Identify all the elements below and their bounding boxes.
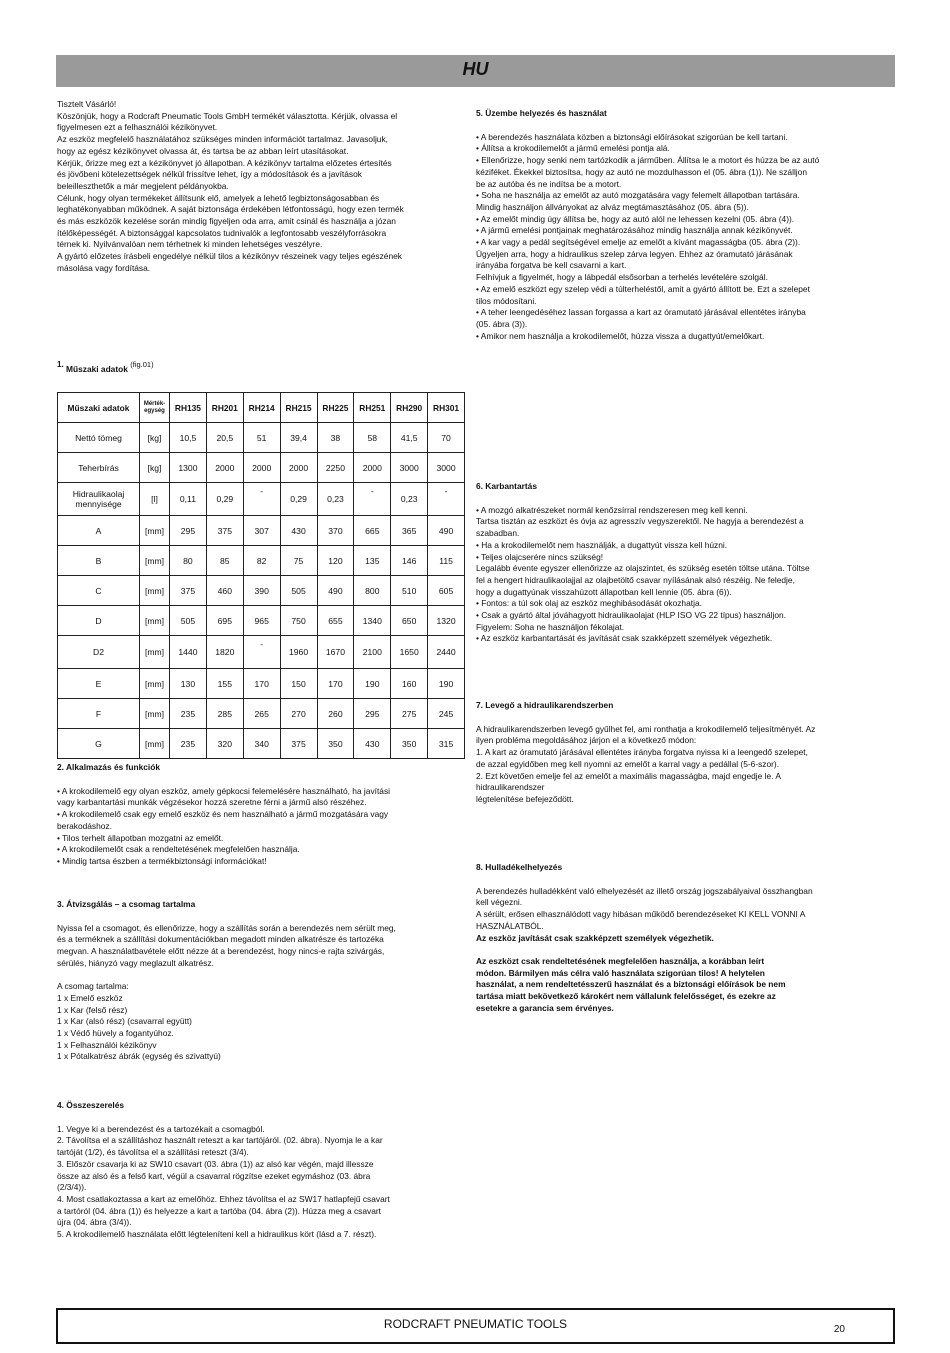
page-footer [56,1308,895,1344]
text-line: A csomag tartalma: [57,981,129,992]
section-7 [476,700,896,806]
table-cell: 375 [206,516,243,546]
table-row [58,576,465,606]
intro-line: ítélőképességét. A biztonsággal kapcsolatos tudnivalók a legfontosabb veszélyforrásokra [57,227,387,238]
language-code: HU [462,59,489,79]
text-line: és a terméknek a szállítási dokumentációkban megadott minden alkatrésze és tartozéka [57,934,384,945]
table-row [58,423,465,453]
table-cell: 1960 [280,636,317,669]
table-cell: 650 [391,606,428,636]
row-unit: [l] [140,483,170,516]
text-line: 5. A krokodilemelő használata előtt légteleníteni kell a hidraulikus kört (lásd a 7. részt). [57,1229,377,1240]
text-line: • Ha a krokodilemelőt nem használják, a dugattyút vissza kell húzni. [476,539,728,550]
text-line: Az eszközt csak rendeltetésének megfelelően használja, a korábban leírt [476,955,765,966]
section-8-title: 8. Hulladékelhelyezés [476,862,563,872]
footer-brand: RODCRAFT PNEUMATIC TOOLS [383,1317,568,1331]
text-line: Mindig használjon állványokat az alváz megtámasztásához (05. ábra (5)). [476,201,749,212]
table-cell: 75 [280,546,317,576]
text-line: Tartsa tisztán az eszközt és óvja az agresszív vegyszerektől. Ne hagyja a berendezést a [476,516,804,527]
table-cell: 655 [317,606,354,636]
text-line: • Állítsa a krokodilemelőt a jármű emelési pontja alá. [476,143,670,154]
text-line: A sérült, erősen elhasználódott vagy hibásan működő berendezéseket KI KELL VONNI A [476,909,806,920]
row-label: D [58,606,140,636]
table-cell: 605 [428,576,465,606]
text-line: • A krokodilemelő csak egy emelő eszköz és nem használható a jármű mozgatására vagy [57,809,389,820]
text-line: de azzal egyidőben meg kell nyomni az emelőt a karral vagy a pedállal (5-6-szor). [476,758,780,769]
intro-line: A gyártó előzetes írásbeli engedélye nélkül tilos a kézikönyv részeinek vagy teljes egészének [57,251,402,262]
table-cell: 20,5 [206,423,243,453]
table-cell: 2100 [354,636,391,669]
table-cell: 80 [170,546,207,576]
table-cell: 10,5 [170,423,207,453]
text-line [476,944,896,956]
table-cell: 0,11 [170,483,207,516]
table-cell: 2000 [243,453,280,483]
section-2-title: 2. Alkalmazás és funkciók [57,762,161,772]
text-line: • A krokodilemelőt csak a rendeltetésének megfelelően használja. [57,844,300,855]
text-line: kell végezni. [476,897,523,908]
table-cell: 375 [170,576,207,606]
table-cell: 155 [206,669,243,699]
row-unit: [mm] [140,669,170,699]
table-cell: 2000 [354,453,391,483]
table-cell: 0,23 [317,483,354,516]
table-cell: 490 [317,576,354,606]
text-line: • A krokodilemelő egy olyan eszköz, amely gépkocsi felemelésére használható, ha javítási [57,785,390,796]
table-cell: 3000 [428,453,465,483]
row-label: A [58,516,140,546]
text-line: sérülés, hiányzó vagy meglazult alkatrész. [57,957,214,968]
text-line: irányába forgatva be kell csavarni a kart. [476,260,627,271]
section-5-title: 5. Üzembe helyezés és használat [476,108,607,118]
table-cell: 510 [391,576,428,606]
section-4-title: 4. Összeszerelés [57,1100,125,1110]
table-cell: 170 [243,669,280,699]
table-cell: 270 [280,699,317,729]
section-7-title: 7. Levegő a hidraulikarendszerben [476,700,614,710]
text-line: A berendezés hulladékként való elhelyezését az illető ország jogszabályaival összhangban [476,885,813,896]
table-cell: 0,23 [391,483,428,516]
table-cell: 370 [317,516,354,546]
table-cell: 430 [280,516,317,546]
table-cell: 295 [170,516,207,546]
table-cell: 58 [354,423,391,453]
section-3-title: 3. Átvizsgálás – a csomag tartalma [57,899,196,909]
text-line: • A teher leengedéséhez lassan forgassa a kart az óramutató járásával ellentétes irányba [476,307,806,318]
page-number: 20 [833,1324,845,1335]
table-cell: 1320 [428,606,465,636]
text-line: hogy a dugattyúnak visszahúzott állapotban kell lennie (05. ábra (6)). [476,586,732,597]
table-cell: 505 [170,606,207,636]
table-cell: 1670 [317,636,354,669]
row-unit: [mm] [140,516,170,546]
text-line: vagy karbantartási munkák végzésekor hozzá szeretne férni a jármű alsó részéhez. [57,797,367,808]
text-line: ilyen probléma megoldásához járjon el a következő módon: [476,735,697,746]
section-3 [57,899,467,1063]
text-line: esetekre a garancia sem érvényes. [476,1002,614,1013]
section-8 [476,862,896,1014]
row-label: G [58,729,140,759]
row-label: F [58,699,140,729]
table-cell: 1300 [170,453,207,483]
table-row [58,453,465,483]
row-label: Hidraulikaolaj mennyisége [58,483,140,516]
intro-line: Kérjük, őrizze meg ezt a kézikönyvet jó állapotban. A kézikönyv tartalma előzetes értesítés [57,157,392,168]
text-line: • Csak a gyártó által jóváhagyott hidraulikaolajat (HLP ISO VG 22 típus) használjon. [476,610,787,621]
text-line: hidraulikarendszer [476,782,545,793]
section-3-body [57,923,467,1063]
text-line: berakodáshoz. [57,820,112,831]
intro-line: térnek ki. Nyilvánvalóan nem térhetnek ki minden lehetséges veszélyre. [57,239,323,250]
text-line: (05. ábra (3)). [476,318,528,329]
table-cell: 695 [206,606,243,636]
text-line: Az eszköz javítását csak szakképzett személyek végezhetik. [476,932,714,943]
table-cell: 146 [391,546,428,576]
table-cell: - [428,483,465,516]
table-cell: - [354,483,391,516]
table-cell: 295 [354,699,391,729]
text-line: • Teljes olajcserére nincs szükség! [476,551,604,562]
model-header: RH201 [206,393,243,423]
text-line: 1 x Pótalkatrész ábrák (egység és szivattyú) [57,1051,221,1062]
table-cell: 285 [206,699,243,729]
table-cell: 38 [317,423,354,453]
table-cell: 39,4 [280,423,317,453]
table-row [58,546,465,576]
text-line: szabadban. [476,528,520,539]
model-header: RH215 [280,393,317,423]
intro-line: beleilleszthetők a már megjelent példányokba. [57,180,229,191]
text-line: módon. Bármilyen más célra való használata szigorúan tilos! A helytelen [476,967,765,978]
table-cell: 235 [170,729,207,759]
table-row [58,699,465,729]
text-line: • A berendezés használata közben a biztonsági előírásokat szigorúan be kell tartani. [476,131,788,142]
table-cell: 365 [391,516,428,546]
table-cell: 245 [428,699,465,729]
table-cell: - [243,636,280,669]
section-5-body [476,132,896,343]
table-cell: 275 [391,699,428,729]
table-cell: 190 [428,669,465,699]
table-cell: 460 [206,576,243,606]
text-line: HASZNÁLATBÓL. [476,920,544,931]
section-1-title: Műszaki adatok [66,364,128,374]
table-cell: 160 [391,669,428,699]
text-line: 1 x Védő hüvely a fogantyúhoz. [57,1028,174,1039]
table-cell: 265 [243,699,280,729]
table-row [58,636,465,669]
table-cell: 150 [280,669,317,699]
intro-line: és más eszközök kezelése során mindig figyeljen oda arra, amit csinál és használja a józan [57,216,396,227]
row-label: D2 [58,636,140,669]
text-line: tilos módosítani. [476,295,537,306]
table-cell: 170 [317,669,354,699]
table-header-unit: Mérték-egység [140,393,170,423]
technical-data-table [57,392,465,759]
intro-line: Az eszköz megfelelő használatához szükséges minden információt tartalmaz. Javasoljuk, [57,134,388,145]
table-cell: 750 [280,606,317,636]
table-header-label: Műszaki adatok [58,393,140,423]
table-cell: 85 [206,546,243,576]
text-line: a tartóról (04. ábra (1)) és helyezze a kart a tartóba (04. ábra (2)). Húzza meg a csavart [57,1205,381,1216]
table-row [58,669,465,699]
table-cell: 375 [280,729,317,759]
table-cell: 307 [243,516,280,546]
row-label: B [58,546,140,576]
text-line: tartóját (1/2), és távolítsa el a szállítási reteszt (3/4). [57,1147,249,1158]
text-line: 1 x Kar (felső rész) [57,1004,128,1015]
table-cell: 320 [206,729,243,759]
model-header: RH251 [354,393,391,423]
text-line: kéziféket. Ékekkel biztosítsa, hogy az autó ne mozdulhasson el (05. ábra (1)). Ne szálljon [476,166,807,177]
row-label: E [58,669,140,699]
table-row [58,516,465,546]
text-line: • A mozgó alkatrészeket normál kenőzsírral rendszeresen meg kell kenni. [476,504,748,515]
table-cell: 130 [170,669,207,699]
text-line: • Az emelő eszközt egy szelep védi a túlterheléstől, amit a gyártó állított be. Ezt a szelepet [476,283,810,294]
text-line: újra (04. ábra (3/4)). [57,1217,132,1228]
model-header: RH301 [428,393,465,423]
table-cell: 1440 [170,636,207,669]
row-label: C [58,576,140,606]
section-2-body [57,786,467,868]
table-cell: 1340 [354,606,391,636]
section-1-number: 1. [57,360,64,369]
table-cell: 965 [243,606,280,636]
text-line: 1. Vegye ki a berendezést és a tartozékait a csomagból. [57,1123,265,1134]
table-row [58,729,465,759]
section-8-warning [476,933,896,1015]
text-line: • A kar vagy a pedál segítségével emelje az emelőt a kívánt magasságba (05. ábra (2)). [476,237,801,248]
row-unit: [kg] [140,423,170,453]
intro-line: Tisztelt Vásárló! [57,99,117,109]
text-line: • Az eszköz karbantartását és javítását csak szakképzett személyek végezhetik. [476,633,773,644]
text-line: • Az emelőt mindig úgy állítsa be, hogy az autó alól ne lehessen kezelni (05. ábra (4)). [476,213,795,224]
text-line: A hidraulikarendszerben levegő gyűlhet fel, ami ronthatja a krokodilemelő teljesítményét. Az [476,723,816,734]
table-cell: 390 [243,576,280,606]
text-line: Figyelem: Soha ne használjon fékolajat. [476,621,625,632]
text-line: 3. Először csavarja ki az SW10 csavart (03. ábra (1)) az alsó kar végén, majd illessze [57,1158,374,1169]
text-line: • A jármű emelési pontjainak meghatározásához mindig használja annak kézikönyvét. [476,225,793,236]
section-4 [57,1100,467,1241]
text-line: 1 x Kar (alsó rész) (csavarral együtt) [57,1016,192,1027]
table-cell: 505 [280,576,317,606]
table-cell: 260 [317,699,354,729]
text-line: 4. Most csatlakoztassa a kart az emelőhöz. Ehhez távolítsa el az SW17 hatlapfejű csavart [57,1193,390,1204]
text-line: Felhívjuk a figyelmét, hogy a lábpedál elsősorban a terhelés levételére szolgál. [476,272,768,283]
text-line [57,970,467,982]
section-1-heading [57,359,357,374]
text-line: 2. Távolítsa el a szállításhoz használt reteszt a kar tartójáról. (02. ábra). Nyomja le a kar [57,1135,383,1146]
row-unit: [mm] [140,699,170,729]
text-line: 2. Ezt követően emelje fel az emelőt a maximális magasságba, majd engedje le. A [476,770,781,781]
table-cell: 2000 [206,453,243,483]
table-cell: - [243,483,280,516]
table-cell: 235 [170,699,207,729]
intro-line: hogy az egész kézikönyvet olvassa át, és tartsa be az abban leírt utasításokat. [57,145,349,156]
text-line: be az autóba és ne indítsa be a motort. [476,178,622,189]
text-line: össze az alsó és a felső kart, végül a csavarral rögzítse ezeket egymáshoz (03. ábra [57,1170,371,1181]
text-line: • Fontos: a túl sok olaj az eszköz meghibásodását okozhatja. [476,598,702,609]
table-cell: 2000 [280,453,317,483]
text-line: • Tilos terhelt állapotban mozgatni az emelőt. [57,832,224,843]
table-header-row [58,393,465,423]
intro-line: figyelmesen ezt a felhasználói kézikönyvet. [57,122,218,133]
text-line: 1. A kart az óramutató járásával ellentétes irányba forgatva nyissa ki a leengedő szelepet, [476,747,808,758]
section-5 [476,108,896,342]
text-line: 1 x Emelő eszköz [57,992,123,1003]
table-cell: 51 [243,423,280,453]
language-header-bar [56,55,895,87]
intro-line: Célunk, hogy olyan termékeket állítsunk elő, amelyek a lehető legbiztonságosabban és [57,192,380,203]
section-8-body [476,886,896,933]
table-row [58,483,465,516]
text-line: • Ellenőrizze, hogy senki nem tartózkodik a járműben. Állítsa le a motort és húzza be az autó [476,155,820,166]
text-line: tartása miatt bekövetkező károkért nem vállalunk felelősséget, és ezekre az [476,991,776,1002]
section-6 [476,481,896,645]
section-6-body [476,505,896,645]
section-2 [57,762,467,868]
model-header: RH135 [170,393,207,423]
text-line: (2/3/4)). [57,1182,87,1193]
text-line: Ügyeljen arra, hogy a hidraulikus szelep zárva legyen. Ehhez az óramutató járásának [476,248,793,259]
text-line: Nyissa fel a csomagot, és ellenőrizze, hogy a szállítás során a berendezés nem sérült meg, [57,922,396,933]
table-cell: 350 [317,729,354,759]
intro-line: Köszönjük, hogy a Rodcraft Pneumatic Tools GmbH termékét választotta. Kérjük, olvassa el [57,110,398,121]
table-cell: 315 [428,729,465,759]
table-cell: 135 [354,546,391,576]
table-cell: 120 [317,546,354,576]
table-cell: 190 [354,669,391,699]
text-line: • Mindig tartsa észben a termékbiztonsági információkat! [57,855,267,866]
table-cell: 1820 [206,636,243,669]
model-header: RH290 [391,393,428,423]
text-line: • Amikor nem használja a krokodilemelőt, húzza vissza a dugattyút/emelőkart. [476,330,765,341]
text-line: 1 x Felhasználói kézikönyv [57,1039,157,1050]
table-cell: 800 [354,576,391,606]
table-cell: 490 [428,516,465,546]
row-label: Nettó tömeg [58,423,140,453]
table-row [58,606,465,636]
table-cell: 70 [428,423,465,453]
intro-text [57,99,467,275]
table-cell: 430 [354,729,391,759]
table-cell: 1650 [391,636,428,669]
section-4-body [57,1124,467,1241]
text-line: Legalább évente egyszer ellenőrizze az olajszintet, és szükség esetén töltse utána. Töltse [476,563,810,574]
row-unit: [kg] [140,453,170,483]
text-line: • Soha ne használja az emelőt az autó mozgatására vagy felemelt állapotban tartására. [476,190,800,201]
intro-line: másolása vagy fordítása. [57,262,151,273]
row-unit: [mm] [140,576,170,606]
table-cell: 0,29 [206,483,243,516]
row-label: Teherbírás [58,453,140,483]
text-line: megvan. A használatbavétele előtt nézze át a berendezést, hogy nincs-e rajta szivárgás, [57,946,385,957]
table-cell: 82 [243,546,280,576]
row-unit: [mm] [140,729,170,759]
table-cell: 2440 [428,636,465,669]
row-unit: [mm] [140,606,170,636]
text-line: használat, a nem rendeltetésszerű használat és a biztonsági előírások be nem [476,979,786,990]
table-cell: 350 [391,729,428,759]
intro-line: leghatékonyabban működnek. A saját biztonsága érdekében létfontosságú, hogy ezen termék [57,204,404,215]
section-1-fig-ref: (fig.01) [130,360,154,369]
intro-line: és jövőbeni kötelezettségek nélkül frissítve lehet, így a módosítások és a javítások [57,169,362,180]
table-cell: 340 [243,729,280,759]
section-6-title: 6. Karbantartás [476,481,537,491]
table-cell: 2250 [317,453,354,483]
table-cell: 3000 [391,453,428,483]
table-cell: 665 [354,516,391,546]
table-cell: 0,29 [280,483,317,516]
model-header: RH225 [317,393,354,423]
row-unit: [mm] [140,636,170,669]
section-7-body [476,724,896,806]
row-unit: [mm] [140,546,170,576]
table-cell: 115 [428,546,465,576]
model-header: RH214 [243,393,280,423]
table-cell: 41,5 [391,423,428,453]
text-line: légtelenítése befejeződött. [476,793,574,804]
text-line: fel a hengert hidraulikaolajjal az olajbetöltő csavar nyílásának alsó részéig. Ne feledje, [476,574,795,585]
technical-data-body [58,423,465,759]
